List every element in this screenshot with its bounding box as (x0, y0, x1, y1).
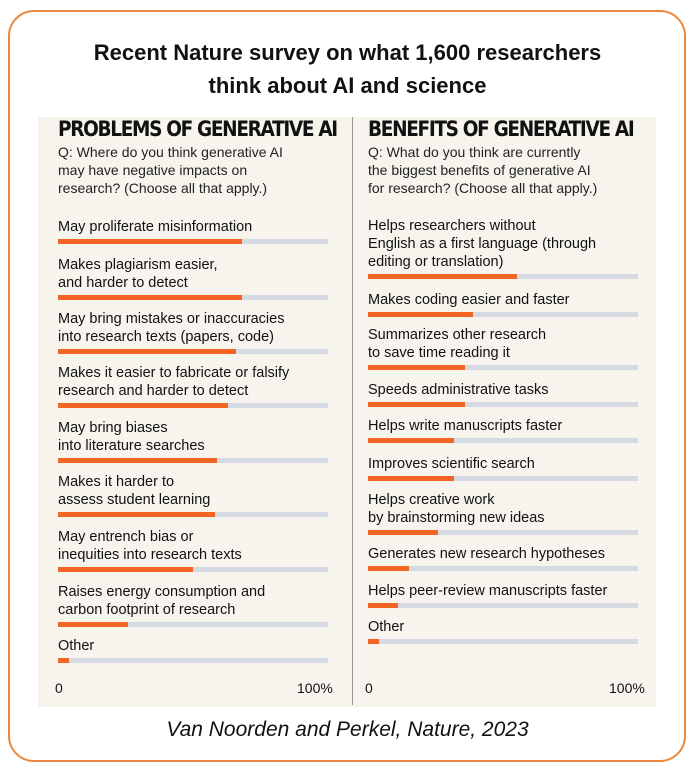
bar-label: Speeds administrative tasks (368, 382, 549, 398)
bar-label: Raises energy consumption and carbon footprint of research (58, 584, 266, 618)
figure-caption: Van Noorden and Perkel, Nature, 2023 (166, 718, 529, 741)
chart-heading: PROBLEMS OF GENERATIVE AI (58, 117, 337, 141)
figure-title-line-2: think about AI and science (208, 73, 487, 98)
bar-label: Helps peer-review manuscripts faster (368, 583, 608, 599)
bar-track (368, 639, 638, 644)
x-tick-label-zero: 0 (365, 680, 373, 696)
bar-label: Generates new research hypotheses (368, 546, 605, 562)
bar-label: Helps researchers without English as a first language (through editing or translation) (368, 218, 597, 270)
bar (58, 658, 69, 663)
bar-row (368, 574, 638, 644)
bar-row (58, 593, 328, 663)
bar-label: Other (368, 619, 405, 635)
x-tick-label-max: 100% (609, 680, 645, 696)
figure-title (0, 36, 695, 102)
bar-label: Makes it harder to assess student learning (58, 474, 211, 508)
bar-label: Improves scientific search (368, 456, 535, 472)
chart-question: Q: Where do you think generative AI may have negative impacts on research? (Choose all that apply.) (58, 144, 283, 196)
bar-label: Other (58, 638, 95, 654)
bar-label: Makes plagiarism easier, and harder to detect (58, 257, 218, 291)
bar-label: May proliferate misinformation (58, 219, 253, 235)
column-divider (352, 117, 353, 705)
bar-label: May bring mistakes or inaccuracies into research texts (papers, code) (58, 311, 285, 345)
bar-label: Makes it easier to fabricate or falsify research and harder to detect (58, 365, 290, 399)
x-tick-label-max: 100% (297, 680, 333, 696)
bar-label: Makes coding easier and faster (368, 292, 570, 308)
chart-heading: BENEFITS OF GENERATIVE AI (368, 117, 634, 141)
bar-track (58, 658, 328, 663)
x-tick-label-zero: 0 (55, 680, 63, 696)
bar-label: May entrench bias or inequities into research texts (58, 529, 242, 563)
bar-label: Summarizes other research to save time reading it (368, 327, 547, 361)
bar-label: Helps creative work by brainstorming new ideas (368, 492, 545, 526)
bar-label: Helps write manuscripts faster (368, 418, 563, 434)
bar-label: May bring biases into literature searches (58, 420, 205, 454)
bar (368, 639, 379, 644)
chart-question: Q: What do you think are currently the biggest benefits of generative AI for research? (Choose all that apply.) (368, 144, 598, 196)
figure-title-line-1: Recent Nature survey on what 1,600 researchers (93, 40, 602, 65)
